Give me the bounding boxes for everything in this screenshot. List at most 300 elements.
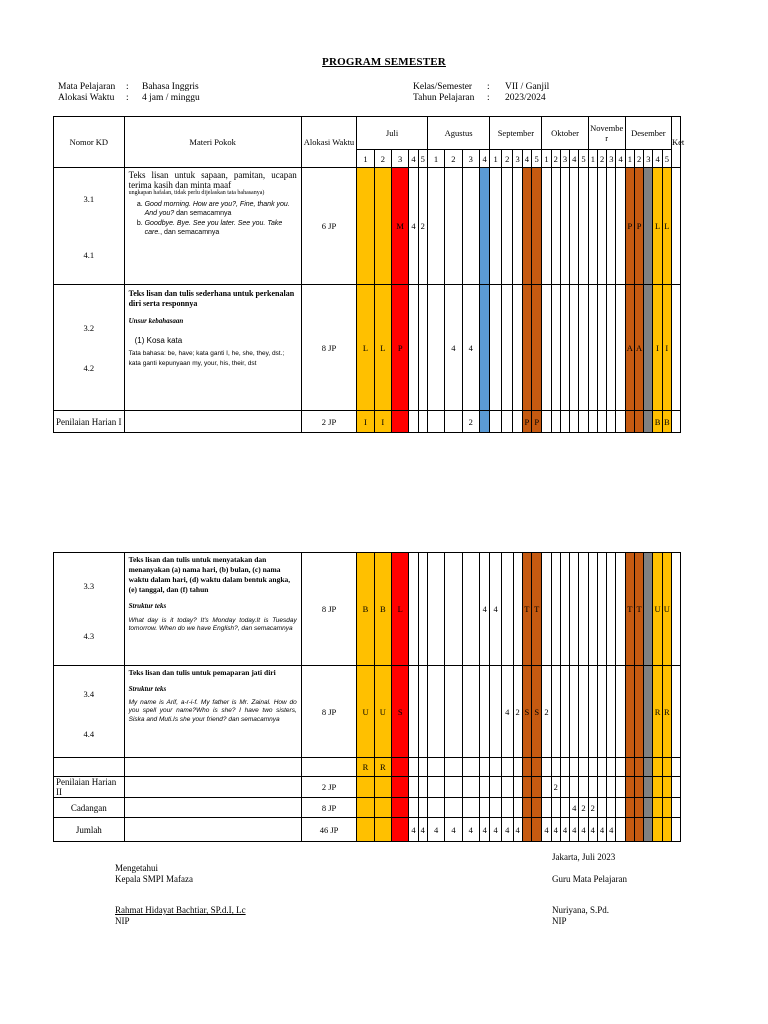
schedule-cell: B <box>357 553 374 666</box>
schedule-cell <box>551 553 560 666</box>
header-month-juli: Juli <box>357 117 428 150</box>
schedule-cell <box>501 411 513 433</box>
schedule-cell: B <box>374 553 391 666</box>
table-row-remedial <box>54 758 707 777</box>
week-number: 2 <box>597 150 606 168</box>
schedule-cell <box>427 777 444 798</box>
schedule-cell <box>513 285 522 411</box>
schedule-cell <box>490 411 502 433</box>
schedule-cell <box>409 411 418 433</box>
schedule-cell: R <box>374 758 391 777</box>
schedule-cell <box>374 168 391 285</box>
week-number: 5 <box>662 150 671 168</box>
ket-cell <box>671 777 680 798</box>
semester-table-2 <box>53 552 707 842</box>
alokasi-cell: 8 JP <box>301 798 357 818</box>
schedule-cell: M <box>392 168 409 285</box>
schedule-cell <box>479 777 489 798</box>
schedule-cell: 4 <box>588 818 597 842</box>
schedule-cell <box>427 285 444 411</box>
week-number: 1 <box>542 150 551 168</box>
schedule-cell <box>409 285 418 411</box>
materi-subheading: Struktur teks <box>128 602 167 610</box>
schedule-cell <box>445 411 462 433</box>
schedule-cell <box>588 285 597 411</box>
signature-right <box>552 852 627 927</box>
week-number: 1 <box>588 150 597 168</box>
schedule-cell <box>479 168 489 285</box>
schedule-cell <box>625 777 634 798</box>
week-number: 4 <box>409 150 418 168</box>
schedule-cell <box>653 818 662 842</box>
alokasi-cell: 6 JP <box>301 168 357 285</box>
schedule-cell <box>551 666 560 758</box>
schedule-cell <box>479 411 489 433</box>
schedule-cell <box>427 411 444 433</box>
schedule-cell <box>588 168 597 285</box>
week-number: 3 <box>513 150 522 168</box>
schedule-cell <box>616 818 625 842</box>
schedule-cell: T <box>532 553 542 666</box>
materi-title: Teks lisan dan tulis untuk pemaparan jati diri <box>128 668 276 677</box>
schedule-cell: A <box>625 285 634 411</box>
schedule-cell: 2 <box>542 666 551 758</box>
week-number: 1 <box>357 150 374 168</box>
schedule-cell <box>597 666 606 758</box>
page-title: PROGRAM SEMESTER <box>322 56 446 68</box>
schedule-cell <box>522 285 531 411</box>
kd-number-cell <box>54 666 125 758</box>
schedule-cell <box>625 798 634 818</box>
tahun-label: Tahun Pelajaran <box>413 93 475 103</box>
schedule-cell <box>479 798 489 818</box>
alokasi-label: Alokasi Waktu <box>58 93 115 103</box>
materi-cell <box>124 666 301 758</box>
schedule-cell <box>531 285 541 411</box>
schedule-cell: P <box>531 411 541 433</box>
schedule-cell: 2 <box>418 168 427 285</box>
schedule-cell <box>462 798 479 818</box>
penilaian-label: Penilaian Harian I <box>54 411 125 433</box>
schedule-cell <box>501 553 513 666</box>
schedule-cell <box>513 758 522 777</box>
schedule-cell <box>570 168 579 285</box>
schedule-cell <box>551 285 560 411</box>
signature-left-line1: Mengetahui <box>115 863 158 873</box>
schedule-cell: U <box>357 666 374 758</box>
schedule-cell: 2 <box>462 411 479 433</box>
schedule-cell <box>560 285 569 411</box>
schedule-cell <box>607 553 616 666</box>
signature-right-date: Jakarta, Juli 2023 <box>552 852 616 862</box>
week-number: 3 <box>560 150 569 168</box>
schedule-cell <box>427 168 444 285</box>
week-number: 1 <box>490 150 502 168</box>
week-number: 2 <box>551 150 560 168</box>
signature-left-role: Kepala SMPI Mafaza <box>115 874 193 884</box>
schedule-cell <box>625 411 634 433</box>
schedule-cell: I <box>357 411 374 433</box>
ket-cell <box>671 168 680 285</box>
schedule-cell <box>462 168 479 285</box>
schedule-cell <box>616 553 625 666</box>
schedule-cell <box>634 777 643 798</box>
info-left: Mata Pelajaran : Bahasa Inggris Alokasi Waktu : 4 jam / minggu <box>58 82 206 104</box>
schedule-cell <box>513 798 522 818</box>
schedule-cell <box>513 553 522 666</box>
signature-left-name: Rahmat Hidayat Bachtiar, SP.d.I, Lc <box>115 905 246 915</box>
materi-example: My name is Arif, a-r-i-f. My father is Mr. Zainal. How do you spell your name?Who is she? I have two sisters, Siska and Muti.Is she your friend? dan semacamnya <box>128 698 297 723</box>
schedule-cell <box>522 758 531 777</box>
schedule-cell <box>551 411 560 433</box>
schedule-cell <box>597 285 606 411</box>
schedule-cell <box>522 798 531 818</box>
schedule-cell <box>597 758 606 777</box>
schedule-cell: 4 <box>418 818 427 842</box>
schedule-cell <box>644 285 653 411</box>
materi-cell <box>124 411 301 433</box>
schedule-cell <box>513 411 522 433</box>
schedule-cell <box>490 285 502 411</box>
header-alokasi: Alokasi Waktu <box>301 117 357 168</box>
signature-left <box>115 863 246 927</box>
week-number: 5 <box>579 150 588 168</box>
schedule-cell <box>588 777 597 798</box>
schedule-cell <box>409 758 418 777</box>
schedule-cell <box>392 777 409 798</box>
signature-left-nip: NIP <box>115 916 130 926</box>
table-row-kd-3-3 <box>54 553 707 666</box>
schedule-cell <box>513 777 522 798</box>
schedule-cell <box>653 777 662 798</box>
schedule-cell <box>409 798 418 818</box>
ket-cell <box>671 411 680 433</box>
schedule-cell <box>490 777 502 798</box>
schedule-cell <box>374 777 391 798</box>
kd-number: 4.3 <box>83 631 95 641</box>
schedule-cell: 2 <box>579 798 588 818</box>
table-row-penilaian-2 <box>54 777 707 798</box>
schedule-cell <box>357 818 374 842</box>
week-number: 5 <box>418 150 427 168</box>
schedule-cell <box>501 285 513 411</box>
ket-cell <box>671 553 680 666</box>
schedule-cell <box>392 818 409 842</box>
kd-number: 3.4 <box>83 688 95 699</box>
schedule-cell: 2 <box>588 798 597 818</box>
materi-grammar: Tata bahasa: be, have; kata ganti I, he, she, they, dst.; kata ganti kepunyaan my, your, his, their, dst <box>128 349 285 367</box>
schedule-cell <box>501 168 513 285</box>
kd-number-cell <box>54 285 125 411</box>
header-nomor-kd: Nomor KD <box>54 117 125 168</box>
schedule-cell <box>570 553 579 666</box>
materi-title: Teks lisan dan tulis untuk menyatakan dan menanyakan (a) nama hari, (b) bulan, (c) nama waktu dalam hari, (d) waktu dalam bentuk angka, (e) tanggal, dan (f) tahun <box>128 555 291 594</box>
schedule-cell <box>579 666 588 758</box>
schedule-cell <box>490 666 502 758</box>
week-number: 2 <box>374 150 391 168</box>
materi-cell <box>124 777 301 798</box>
ket-cell <box>671 285 680 411</box>
schedule-cell <box>542 758 551 777</box>
materi-cell <box>124 285 301 411</box>
table-row-cadangan <box>54 798 707 818</box>
mapel-value: Bahasa Inggris <box>142 82 199 92</box>
schedule-cell: 4 <box>579 818 588 842</box>
schedule-cell <box>634 666 643 758</box>
schedule-cell <box>445 777 462 798</box>
schedule-cell: 4 <box>490 553 502 666</box>
schedule-cell <box>579 411 588 433</box>
penilaian-label: Penilaian Harian II <box>54 777 125 798</box>
schedule-cell <box>579 285 588 411</box>
schedule-cell: L <box>392 553 409 666</box>
schedule-cell: 4 <box>462 818 479 842</box>
schedule-cell <box>418 411 427 433</box>
schedule-cell <box>542 411 551 433</box>
schedule-cell: 4 <box>409 168 418 285</box>
schedule-cell <box>644 758 653 777</box>
schedule-cell: 4 <box>542 818 551 842</box>
schedule-cell <box>634 758 643 777</box>
schedule-cell <box>551 798 560 818</box>
schedule-cell <box>479 666 489 758</box>
alokasi-cell: 46 JP <box>301 818 357 842</box>
signature-right-role: Guru Mata Pelajaran <box>552 874 627 884</box>
schedule-cell <box>409 777 418 798</box>
schedule-cell: R <box>357 758 374 777</box>
schedule-cell <box>542 168 551 285</box>
schedule-cell: 4 <box>607 818 616 842</box>
info-right: Kelas/Semester : VII / Ganjil Tahun Pelajaran : 2023/2024 <box>413 82 555 104</box>
schedule-cell <box>653 758 662 777</box>
schedule-cell: I <box>653 285 662 411</box>
materi-example: What day is it today? It's Monday today.It is Tuesday tomorrow. When do we have English?, dan semacamnya <box>128 616 297 632</box>
schedule-cell: 2 <box>551 777 560 798</box>
schedule-cell: 4 <box>560 818 569 842</box>
schedule-cell <box>409 553 418 666</box>
schedule-cell: 4 <box>551 818 560 842</box>
schedule-cell <box>445 168 462 285</box>
schedule-cell <box>607 666 616 758</box>
schedule-cell: P <box>625 168 634 285</box>
schedule-cell: 4 <box>570 818 579 842</box>
week-number: 1 <box>427 150 444 168</box>
schedule-cell: S <box>392 666 409 758</box>
schedule-cell: L <box>653 168 662 285</box>
kd-number-cell <box>54 758 125 777</box>
schedule-cell <box>531 168 541 285</box>
schedule-cell <box>532 818 542 842</box>
schedule-cell <box>597 798 606 818</box>
schedule-cell: 4 <box>479 553 489 666</box>
schedule-cell <box>374 798 391 818</box>
week-number: 1 <box>625 150 634 168</box>
schedule-cell <box>392 758 409 777</box>
header-month-september: September <box>490 117 542 150</box>
schedule-cell <box>625 818 634 842</box>
header-month-desember: Desember <box>625 117 671 150</box>
schedule-cell <box>418 758 427 777</box>
schedule-cell <box>616 411 625 433</box>
schedule-cell <box>560 553 569 666</box>
materi-item: (1) Kosa kata <box>134 335 183 345</box>
table-row-kd-3-2 <box>54 285 707 411</box>
schedule-cell: 4 <box>513 818 522 842</box>
header-month-november: Novembe r <box>588 117 625 150</box>
schedule-cell <box>607 777 616 798</box>
schedule-cell <box>392 798 409 818</box>
schedule-cell <box>542 553 551 666</box>
ket-cell <box>671 798 680 818</box>
materi-cell <box>124 758 301 777</box>
schedule-cell: 4 <box>570 798 579 818</box>
week-number: 3 <box>607 150 616 168</box>
schedule-cell <box>588 553 597 666</box>
schedule-cell: 4 <box>501 666 513 758</box>
alokasi-cell: 2 JP <box>301 411 357 433</box>
schedule-cell <box>625 666 634 758</box>
table-row-kd-3-4 <box>54 666 707 758</box>
schedule-cell <box>644 777 653 798</box>
schedule-cell: T <box>625 553 634 666</box>
schedule-cell <box>445 553 462 666</box>
schedule-cell <box>579 758 588 777</box>
schedule-cell <box>560 777 569 798</box>
materi-subheading: Unsur kebahasaan <box>128 317 184 325</box>
header-month-agustus: Agustus <box>427 117 489 150</box>
schedule-cell: 4 <box>445 285 462 411</box>
schedule-cell <box>644 818 653 842</box>
schedule-cell <box>551 168 560 285</box>
schedule-cell <box>579 168 588 285</box>
schedule-cell <box>462 777 479 798</box>
week-number: 2 <box>501 150 513 168</box>
schedule-cell: 4 <box>501 818 513 842</box>
schedule-cell: S <box>532 666 542 758</box>
week-number: 2 <box>445 150 462 168</box>
week-number: 2 <box>634 150 643 168</box>
schedule-cell <box>427 553 444 666</box>
schedule-cell <box>418 285 427 411</box>
schedule-cell <box>616 777 625 798</box>
schedule-cell <box>418 798 427 818</box>
kd-number-cell <box>54 553 125 666</box>
list-item: b. Goodbye. Bye. See you later. See you. Take care., dan semacamnya <box>145 219 297 237</box>
week-number: 5 <box>531 150 541 168</box>
schedule-cell <box>501 758 513 777</box>
table-row-kd-3-1 <box>54 168 707 285</box>
cadangan-label: Cadangan <box>54 798 125 818</box>
alokasi-cell: 8 JP <box>301 285 357 411</box>
schedule-cell <box>490 798 502 818</box>
schedule-cell: I <box>662 285 671 411</box>
alokasi-value: 4 jam / minggu <box>142 93 200 103</box>
schedule-cell <box>532 777 542 798</box>
header-ket: Ket <box>671 117 680 168</box>
schedule-cell <box>625 758 634 777</box>
schedule-cell: T <box>522 553 531 666</box>
schedule-cell: 2 <box>513 666 522 758</box>
schedule-cell: 4 <box>427 818 444 842</box>
schedule-cell: 4 <box>479 818 489 842</box>
schedule-cell <box>560 411 569 433</box>
schedule-cell <box>616 798 625 818</box>
alokasi-cell: 8 JP <box>301 666 357 758</box>
materi-cell <box>124 798 301 818</box>
mapel-label: Mata Pelajaran <box>58 82 116 92</box>
schedule-cell: U <box>653 553 662 666</box>
week-number: 4 <box>616 150 625 168</box>
kd-number: 3.3 <box>83 581 95 591</box>
schedule-cell <box>560 758 569 777</box>
schedule-cell <box>560 798 569 818</box>
schedule-cell <box>607 758 616 777</box>
schedule-cell <box>588 758 597 777</box>
header-materi: Materi Pokok <box>124 117 301 168</box>
schedule-cell <box>409 666 418 758</box>
jumlah-label: Jumlah <box>54 818 125 842</box>
materi-list <box>129 200 297 237</box>
kd-number: 4.2 <box>83 362 95 373</box>
ket-cell <box>671 758 680 777</box>
schedule-cell <box>662 758 671 777</box>
schedule-cell <box>462 666 479 758</box>
week-number: 4 <box>522 150 531 168</box>
kd-number: 4.4 <box>83 728 95 739</box>
table-row-penilaian-1 <box>54 411 707 433</box>
schedule-cell: L <box>357 285 374 411</box>
signature-right-nip: NIP <box>552 916 567 926</box>
schedule-cell: L <box>374 285 391 411</box>
materi-cell <box>124 168 301 285</box>
schedule-cell <box>570 758 579 777</box>
schedule-cell: U <box>662 553 671 666</box>
schedule-cell <box>597 553 606 666</box>
schedule-cell <box>607 168 616 285</box>
schedule-cell <box>392 411 409 433</box>
schedule-cell <box>607 285 616 411</box>
schedule-cell <box>607 798 616 818</box>
materi-subheading: Struktur teks <box>128 685 167 693</box>
schedule-cell: L <box>662 168 671 285</box>
schedule-cell <box>357 798 374 818</box>
schedule-cell <box>418 553 427 666</box>
schedule-cell <box>542 285 551 411</box>
schedule-cell <box>662 777 671 798</box>
schedule-cell: P <box>392 285 409 411</box>
kd-number: 3.1 <box>83 194 95 204</box>
schedule-cell <box>490 168 502 285</box>
schedule-cell: R <box>653 666 662 758</box>
schedule-cell <box>479 758 489 777</box>
schedule-cell <box>479 285 489 411</box>
schedule-cell: U <box>374 666 391 758</box>
schedule-cell <box>616 285 625 411</box>
schedule-cell <box>418 666 427 758</box>
schedule-cell <box>644 666 653 758</box>
schedule-cell <box>522 168 531 285</box>
week-number: 3 <box>644 150 653 168</box>
alokasi-cell: 8 JP <box>301 553 357 666</box>
list-item: a. Good morning. How are you?, Fine, thank you. And you? dan semacamnya <box>145 200 297 218</box>
schedule-cell <box>634 798 643 818</box>
schedule-cell <box>653 798 662 818</box>
schedule-cell <box>501 798 513 818</box>
schedule-cell <box>445 798 462 818</box>
ket-cell <box>671 818 680 842</box>
ket-cell <box>671 666 680 758</box>
week-number: 4 <box>570 150 579 168</box>
